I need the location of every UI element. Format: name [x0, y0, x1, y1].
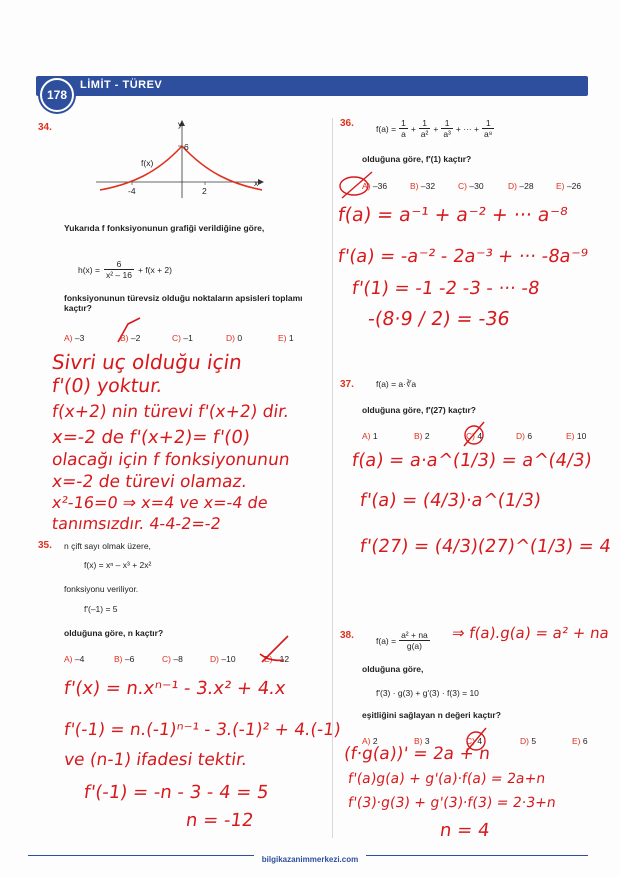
q37-option-c[interactable]: C) 4	[466, 431, 483, 441]
q38-cond: f'(3) · g(3) + g'(3) · f(3) = 10	[376, 688, 479, 698]
page-number: 178	[40, 78, 74, 112]
q37-option-b[interactable]: B) 2	[414, 431, 430, 441]
q34-answer-mark-icon	[114, 316, 144, 346]
q34-option-d[interactable]: D) 0	[226, 333, 243, 343]
q37-option-d[interactable]: D) 6	[516, 431, 533, 441]
q36-option-b[interactable]: B) –32	[410, 181, 436, 191]
q35-answer-mark-icon	[258, 632, 294, 668]
q35-text1: n çift sayı olmak üzere,	[64, 541, 151, 551]
q37-answer-mark-icon	[460, 420, 488, 448]
q34-option-b[interactable]: B) –2	[120, 333, 141, 343]
graph-x-pos: 2	[202, 186, 207, 196]
q34-text1: Yukarıda f fonksiyonunun grafiği verildiğine göre,	[64, 223, 265, 233]
q34-hw-1: Sivri uç olduğu için	[50, 350, 244, 374]
q37-hw-2: f'(a) = (4/3)·a^(1/3)	[358, 490, 543, 511]
q34-h-right: + f(x + 2)	[137, 264, 172, 275]
q35-hw-1: f'(x) = n.xⁿ⁻¹ - 3.x² + 4.x	[62, 678, 288, 699]
q34-option-c[interactable]: C) –1	[172, 333, 193, 343]
q34-hw-5: olacağı için f fonksiyonunun	[50, 450, 291, 470]
q38-question: eşitliğini sağlayan n değeri kaçtır?	[362, 710, 501, 720]
q34-formula	[78, 259, 172, 280]
q36-option-d[interactable]: D) –28	[508, 181, 534, 191]
q34-graph	[92, 118, 272, 200]
graph-curve-label: f(x)	[141, 158, 154, 168]
q38-formula: f(a) = $\frac{\text{a² + na}}{g(a)}$	[376, 630, 428, 652]
q37-option-a[interactable]: A) 1	[362, 431, 378, 441]
q37-option-e[interactable]: E) 10	[566, 431, 587, 441]
q38-option-b[interactable]: B) 3	[414, 736, 430, 746]
q38-text1: olduğuna göre,	[362, 664, 424, 674]
footer	[0, 849, 620, 867]
q37-func: f(a) = a·∛a	[376, 379, 417, 389]
q36-option-a[interactable]: A) –36	[362, 181, 388, 191]
q34-hw-8: tanımsızdır. 4-4-2=-2	[50, 514, 223, 533]
q36-option-c[interactable]: C) –30	[458, 181, 484, 191]
q36-number: 36.	[340, 118, 354, 129]
q35-option-c[interactable]: C) –8	[162, 654, 183, 664]
q34-hw-6: x=-2 de türevi olamaz.	[50, 472, 249, 492]
q38-hw-4: f'(3)·g(3) + g'(3)·f(3) = 2·3+n	[346, 795, 557, 811]
f-curve	[100, 146, 262, 190]
q34-hw-3: f(x+2) nin türevi f'(x+2) dir.	[50, 402, 291, 422]
q36-formula: f(a) = $\frac{1}{a}$ + $\frac{1}{\text{a²}}$ + $\frac{1}{\text{a³}}$ + ··· + $\frac{1}{\text{a⁸}}$	[376, 118, 493, 140]
q38-option-e[interactable]: E) 6	[572, 736, 588, 746]
q36-hw-4: -(8·9 / 2) = -36	[366, 308, 512, 330]
q38-option-c[interactable]: C) 4	[466, 736, 483, 746]
q35-hw-4: f'(-1) = -n - 3 - 4 = 5	[82, 782, 271, 803]
q36-hw-1: f(a) = a⁻¹ + a⁻² + ··· a⁻⁸	[336, 204, 569, 226]
q34-h-den: x² – 16	[105, 270, 132, 281]
q37-hw-3: f'(27) = (4/3)(27)^(1/3) = 4	[358, 536, 613, 557]
footer-url[interactable]: bilgikazanimmerkezi.com	[254, 855, 366, 864]
q38-hw-2: (f·g(a))' = 2a + n	[342, 744, 492, 764]
q36-option-e[interactable]: E) –26	[556, 181, 582, 191]
q34-option-e[interactable]: E) 1	[278, 333, 294, 343]
q37-question: olduğuna göre, f'(27) kaçtır?	[362, 405, 476, 415]
q35-question: olduğuna göre, n kaçtır?	[64, 628, 164, 638]
q35-cond: f'(–1) = 5	[84, 604, 118, 614]
q34-number: 34.	[38, 122, 52, 133]
q36-answer-mark-icon	[336, 170, 380, 200]
graph-x-label: x	[254, 178, 259, 188]
q38-hw-3: f'(a)g(a) + g'(a)·f(a) = 2a+n	[346, 771, 547, 787]
graph-y-value: 6	[184, 142, 189, 152]
q38-option-d[interactable]: D) 5	[520, 736, 537, 746]
q35-hw-5: n = -12	[184, 810, 255, 831]
q35-hw-3: ve (n-1) ifadesi tektir.	[62, 750, 249, 770]
q35-text2: fonksiyonu veriliyor.	[64, 584, 139, 594]
q37-number: 37.	[340, 379, 354, 390]
q36-hw-2: f'(a) = -a⁻² - 2a⁻³ + ··· -8a⁻⁹	[336, 246, 589, 267]
graph-x-neg: -4	[128, 186, 136, 196]
q35-option-a[interactable]: A) –4	[64, 654, 85, 664]
q34-option-a[interactable]: A) –3	[64, 333, 85, 343]
q36-hw-3: f'(1) = -1 -2 -3 - ··· -8	[350, 278, 541, 299]
q35-option-b[interactable]: B) –6	[114, 654, 135, 664]
q34-text2: fonksiyonunun türevsiz olduğu noktaların apsisleri toplamı kaçtır?	[64, 293, 303, 314]
q34-hw-7: x²-16=0 ⇒ x=4 ve x=-4 de	[50, 493, 270, 512]
q35-hw-2: f'(-1) = n.(-1)ⁿ⁻¹ - 3.(-1)² + 4.(-1)	[62, 720, 343, 740]
q35-func: f(x) = xⁿ – x³ + 2x²	[84, 560, 152, 570]
q38-hw-5: n = 4	[438, 820, 491, 841]
chapter-title: LİMİT - TÜREV	[80, 79, 163, 91]
graph-y-label: y	[178, 119, 183, 129]
q36-question: olduğuna göre, f'(1) kaçtır?	[362, 154, 472, 164]
q34-h-num: 6	[104, 259, 134, 270]
q35-option-d[interactable]: D) –10	[210, 654, 236, 664]
q34-h-left: h(x) =	[78, 264, 100, 275]
q38-hw-1: ⇒ f(a).g(a) = a² + na	[450, 624, 611, 642]
q35-option-e[interactable]: E) –12	[264, 654, 290, 664]
q35-number: 35.	[38, 540, 52, 551]
q38-number: 38.	[340, 630, 354, 641]
q34-hw-2: f'(0) yoktur.	[50, 375, 164, 397]
q34-hw-4: x=-2 de f'(x+2)= f'(0)	[50, 427, 252, 448]
q37-hw-1: f(a) = a·a^(1/3) = a^(4/3)	[350, 450, 594, 471]
q38-option-a[interactable]: A) 2	[362, 736, 378, 746]
